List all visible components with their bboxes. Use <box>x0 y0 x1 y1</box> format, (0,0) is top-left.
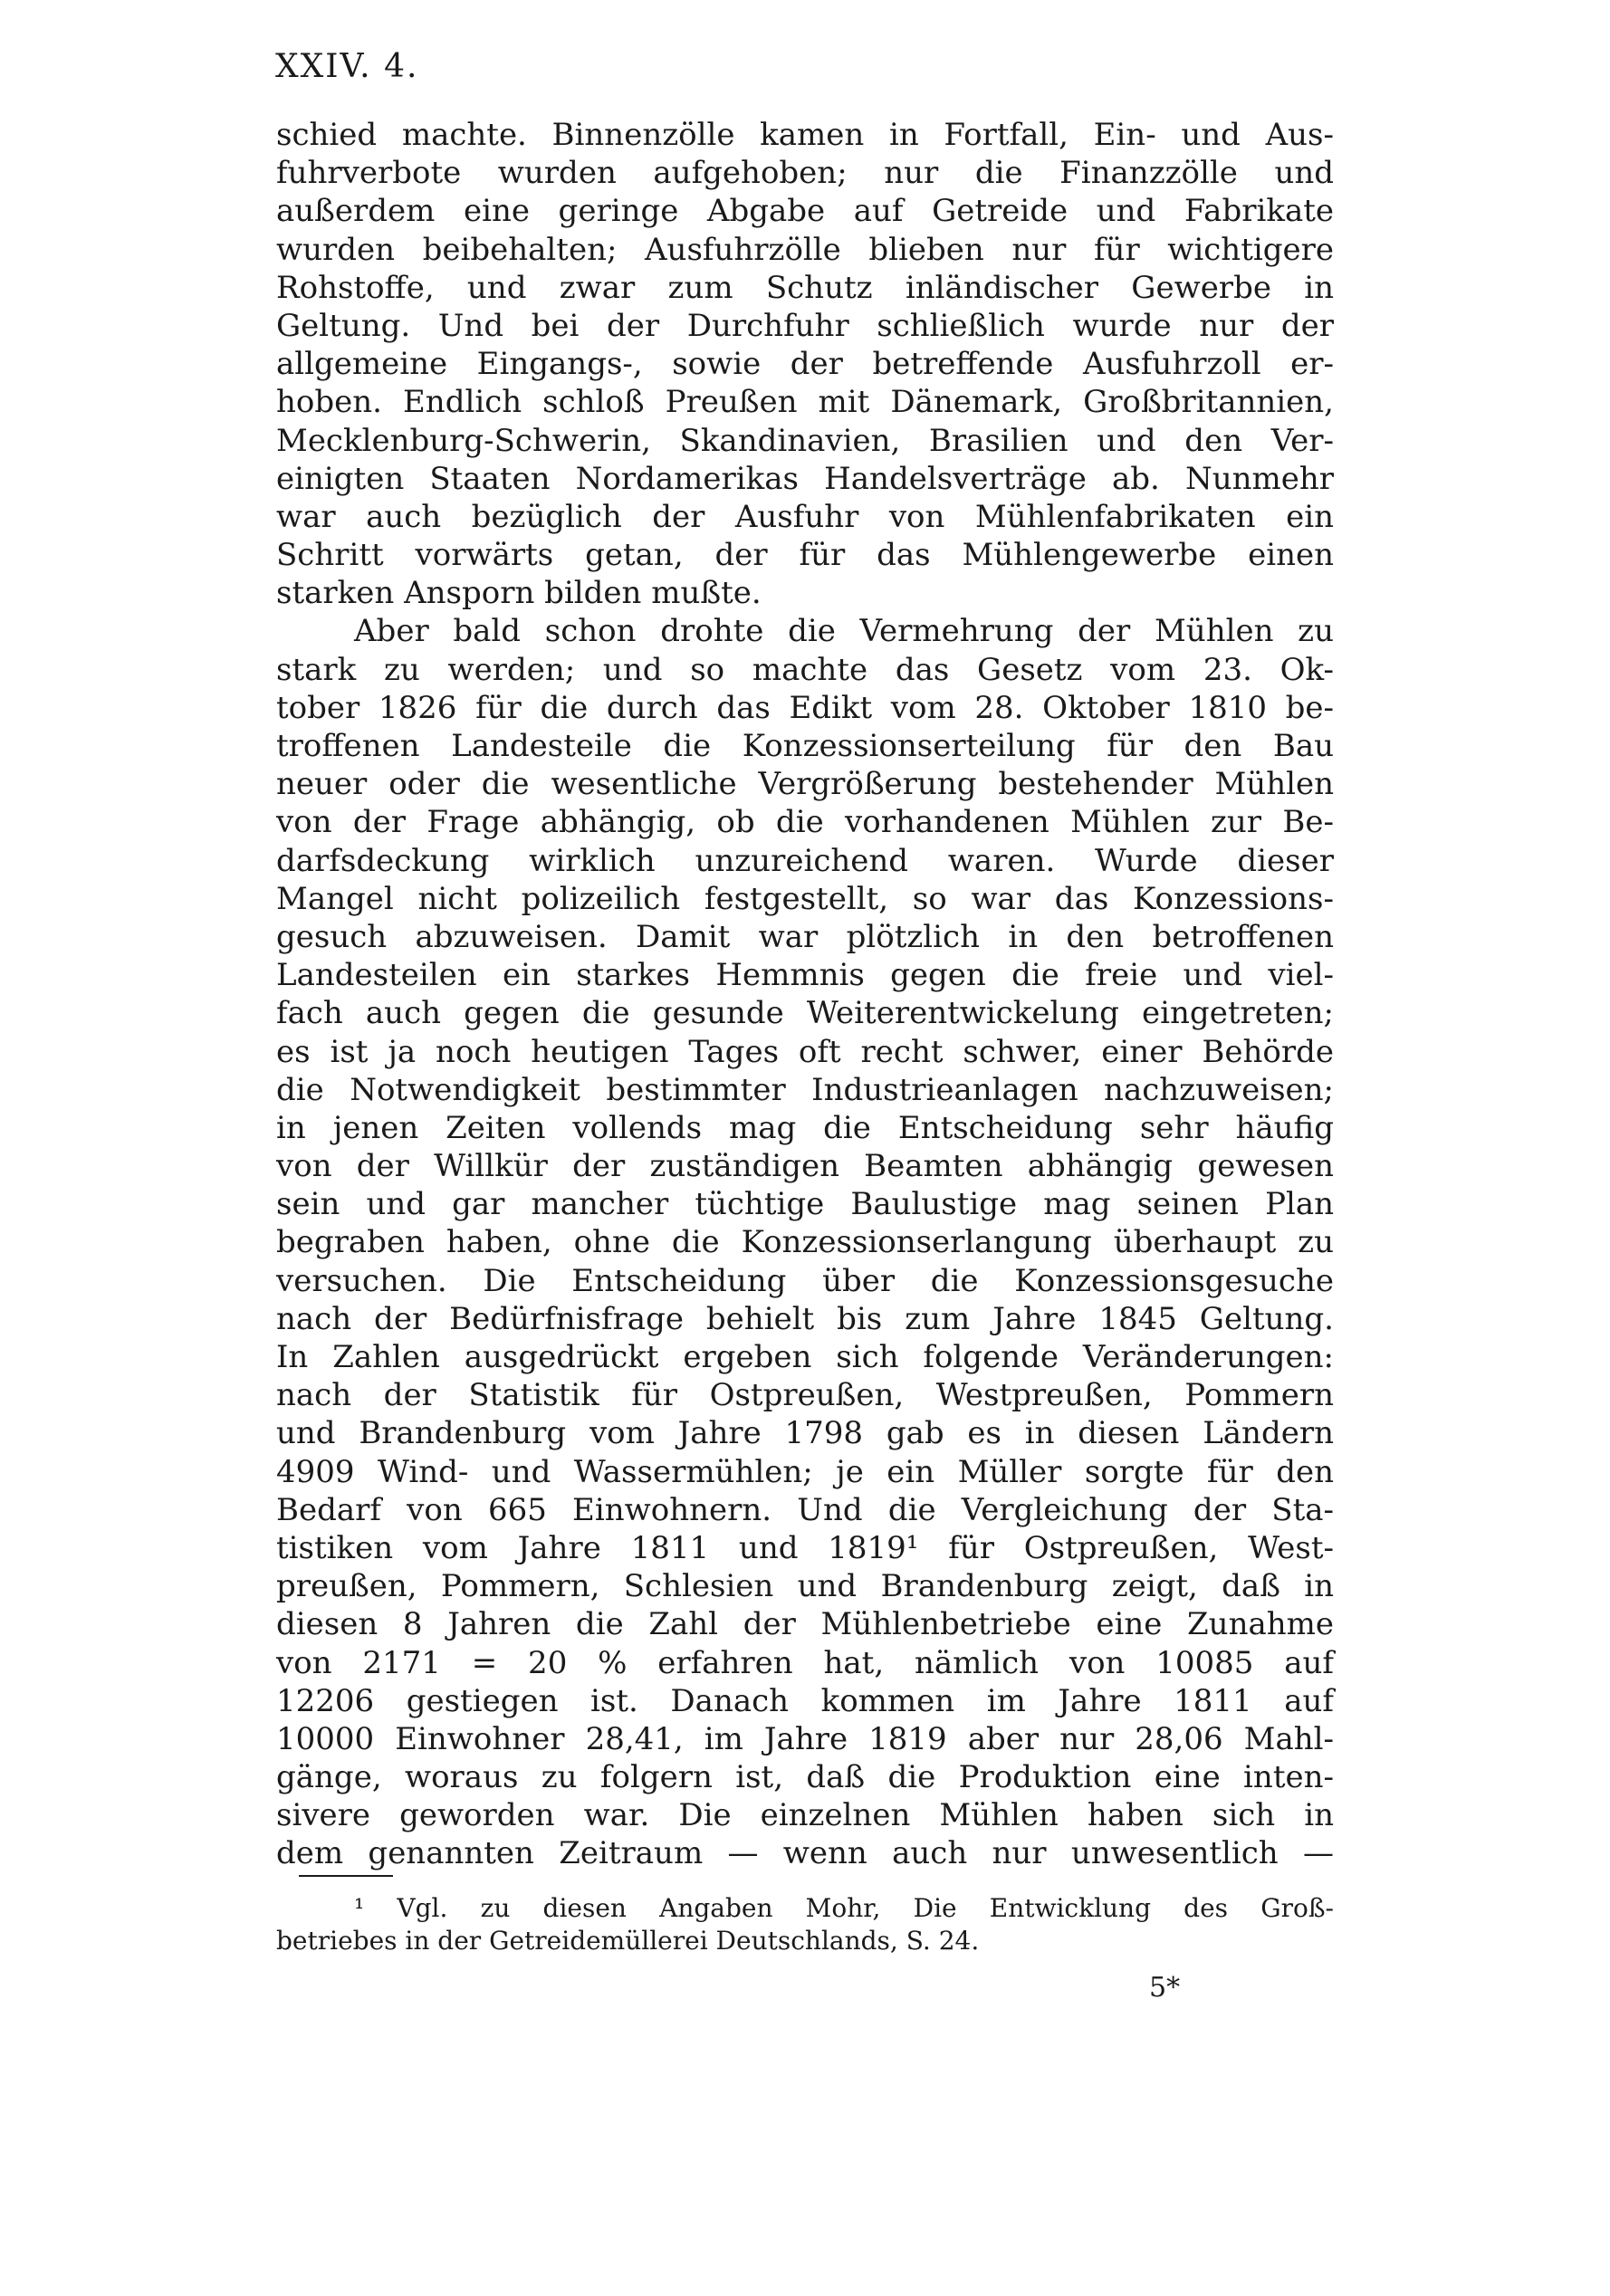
text-line: troffenen Landesteile die Konzessionserteilung für den Bau <box>276 728 1334 764</box>
text-line: darfsdeckung wirklich unzureichend waren. Wurde dieser <box>276 842 1334 879</box>
text-line: in jenen Zeiten vollends mag die Entscheidung sehr häufig <box>276 1109 1334 1146</box>
footnote <box>276 1892 1334 1957</box>
text-line: gesuch abzuweisen. Damit war plötzlich in den betroffenen <box>276 918 1334 955</box>
text-line: schied machte. Binnenzölle kamen in Fortfall, Ein- und Aus- <box>276 117 1334 153</box>
text-line: diesen 8 Jahren die Zahl der Mühlenbetriebe eine Zunahme <box>276 1606 1334 1643</box>
text-line: 12206 gestiegen ist. Danach kommen im Jahre 1811 auf <box>276 1682 1334 1719</box>
text-line: Bedarf von 665 Einwohnern. Und die Vergleichung der Sta- <box>276 1491 1334 1528</box>
text-line: und Brandenburg vom Jahre 1798 gab es in diesen Ländern <box>276 1415 1334 1452</box>
signature-mark: 5* <box>1149 1972 1181 2004</box>
text-line: allgemeine Eingangs-, sowie der betreffende Ausfuhrzoll er- <box>276 346 1334 383</box>
text-line: von der Frage abhängig, ob die vorhandenen Mühlen zur Be- <box>276 804 1334 841</box>
text-line: begraben haben, ohne die Konzessionserlangung überhaupt zu <box>276 1224 1334 1261</box>
text-line: fach auch gegen die gesunde Weiterentwickelung eingetreten; <box>276 995 1334 1032</box>
text-line: nach der Bedürfnisfrage behielt bis zum Jahre 1845 Geltung. <box>276 1300 1334 1337</box>
text-line: Geltung. Und bei der Durchfuhr schließlich wurde nur der <box>276 307 1334 344</box>
text-line: sein und gar mancher tüchtige Baulustige mag seinen Plan <box>276 1186 1334 1223</box>
text-line: stark zu werden; und so machte das Gesetz vom 23. Ok- <box>276 651 1334 688</box>
footnote-line: ¹ Vgl. zu diesen Angaben Mohr, Die Entwicklung des Groß- <box>354 1893 1334 1923</box>
text-line: Schritt vorwärts getan, der für das Mühlengewerbe einen <box>276 537 1334 574</box>
text-line: gänge, woraus zu folgern ist, daß die Produktion eine inten- <box>276 1759 1334 1796</box>
footnote-rule <box>299 1875 393 1877</box>
text-line: sivere geworden war. Die einzelnen Mühlen haben sich in <box>276 1797 1334 1834</box>
text-line: die Notwendigkeit bestimmter Industrieanlagen nachzuweisen; <box>276 1071 1334 1108</box>
text-line: es ist ja noch heutigen Tages oft recht schwer, einer Behörde <box>276 1033 1334 1070</box>
text-line: hoben. Endlich schloß Preußen mit Dänemark, Großbritannien, <box>276 384 1334 421</box>
text-line: 10000 Einwohner 28,41, im Jahre 1819 aber nur 28,06 Mahl- <box>276 1720 1334 1757</box>
text-line: versuchen. Die Entscheidung über die Konzessionsgesuche <box>276 1262 1334 1299</box>
text-line: von 2171 = 20 % erfahren hat, nämlich von 10085 auf <box>276 1644 1334 1681</box>
body-text <box>276 116 1334 1873</box>
text-line: Rohstoffe, und zwar zum Schutz inländischer Gewerbe in <box>276 269 1334 306</box>
text-line: neuer oder die wesentliche Vergrößerung bestehender Mühlen <box>276 766 1334 803</box>
text-line: nach der Statistik für Ostpreußen, Westpreußen, Pommern <box>276 1377 1334 1414</box>
text-line: 4909 Wind- und Wassermühlen; je ein Müller sorgte für den <box>276 1453 1334 1490</box>
text-line: wurden beibehalten; Ausfuhrzölle blieben nur für wichtigere <box>276 231 1334 268</box>
text-line: Mangel nicht polizeilich festgestellt, so war das Konzessions- <box>276 880 1334 917</box>
text-line: einigten Staaten Nordamerikas Handelsverträge ab. Nunmehr <box>276 460 1334 497</box>
text-line: von der Willkür der zuständigen Beamten abhängig gewesen <box>276 1148 1334 1185</box>
text-line: fuhrverbote wurden aufgehoben; nur die Finanzzölle und <box>276 155 1334 192</box>
text-line: war auch bezüglich der Ausfuhr von Mühlenfabrikaten ein <box>276 498 1334 535</box>
text-line: tober 1826 für die durch das Edikt vom 28. Oktober 1810 be- <box>276 689 1334 726</box>
text-line: Landesteilen ein starkes Hemmnis gegen die freie und viel- <box>276 957 1334 994</box>
running-head: XXIV. 4. <box>275 48 419 85</box>
text-line: starken Ansporn bilden mußte. <box>276 575 762 612</box>
text-line: außerdem eine geringe Abgabe auf Getreide und Fabrikate <box>276 193 1334 230</box>
text-line: Mecklenburg-Schwerin, Skandinavien, Brasilien und den Ver- <box>276 422 1334 459</box>
text-line: preußen, Pommern, Schlesien und Brandenburg zeigt, daß in <box>276 1568 1334 1605</box>
text-line: In Zahlen ausgedrückt ergeben sich folgende Veränderungen: <box>276 1339 1334 1375</box>
text-line: dem genannten Zeitraum — wenn auch nur unwesentlich — <box>276 1835 1334 1872</box>
text-line: Aber bald schon drohte die Vermehrung der Mühlen zu <box>354 613 1334 650</box>
footnote-line: betriebes in der Getreidemüllerei Deutschlands, S. 24. <box>276 1926 980 1956</box>
text-line: tistiken vom Jahre 1811 und 1819¹ für Ostpreußen, West- <box>276 1529 1334 1566</box>
